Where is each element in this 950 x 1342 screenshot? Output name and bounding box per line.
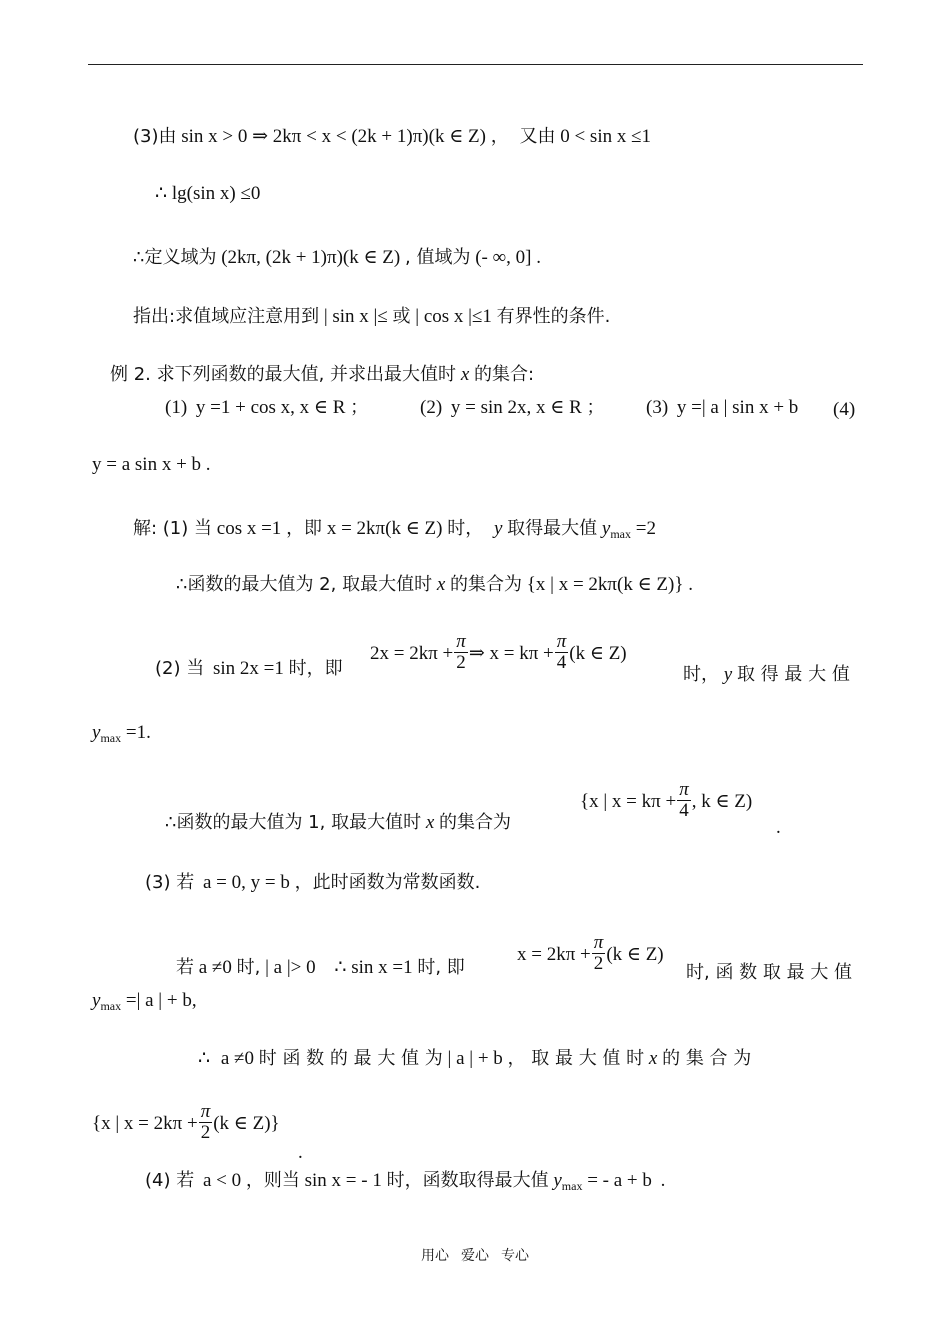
math-expression: y =| a | sin x + b <box>676 397 799 418</box>
solution-3-equation <box>517 932 664 976</box>
solution-set: (k ∈ Z)} <box>213 1112 280 1134</box>
therefore-symbol: ∴ <box>155 183 168 204</box>
item-number: (4) <box>833 399 856 420</box>
therefore-symbol: ∴ <box>334 957 347 978</box>
math-expression: a = 0, y = b <box>202 872 290 893</box>
text: 有界性的条件. <box>496 306 611 327</box>
text: 时，函数取得最大值 <box>386 1170 549 1191</box>
math-expression: =2 <box>635 518 656 539</box>
text: . <box>776 817 781 838</box>
solution-2-set <box>580 779 753 823</box>
fraction-pi-over-4 <box>555 632 569 673</box>
variable-y-max: y <box>601 518 611 539</box>
numerator: π <box>556 631 567 652</box>
math-expression: x = 2kπ + <box>517 943 591 965</box>
solution-2-line <box>155 656 343 682</box>
variable-y-max: y <box>92 722 101 743</box>
header-rule <box>88 64 863 65</box>
math-expression: sin x > 0 ⇒ 2kπ < x < (2k + 1)π)(k ∈ Z) <box>181 126 486 147</box>
math-expression: sin 2x =1 <box>212 658 284 679</box>
math-expression: (k ∈ Z) <box>606 943 664 965</box>
solution-2-max <box>92 720 151 747</box>
line-lg-inequality <box>155 181 260 207</box>
text: 例 2. 求下列函数的最大值, 并求出最大值时 <box>110 364 457 385</box>
math-expression: =1 <box>125 722 147 743</box>
variable-x: x <box>648 1048 658 1069</box>
math-expression: (k ∈ Z) <box>569 642 627 664</box>
solution-set: {x | x = 2kπ(k ∈ Z)} <box>526 574 684 595</box>
text: 时, <box>236 957 261 978</box>
line-domain-condition <box>133 124 651 150</box>
text: ； <box>586 397 605 418</box>
text: . <box>205 454 211 475</box>
variable-x: x <box>460 364 470 385</box>
denominator: 2 <box>456 652 466 673</box>
math-expression: (- ∞, 0] <box>475 247 532 268</box>
math-expression: | cos x |≤1 <box>415 306 492 327</box>
solution-2-tail <box>683 662 850 688</box>
text: (3) 若 <box>145 872 195 893</box>
text: 或 <box>392 306 411 327</box>
text: , 值域为 <box>405 247 471 268</box>
math-expression: | a | + b <box>447 1048 503 1069</box>
solution-set: {x | x = 2kπ + <box>92 1112 198 1134</box>
math-expression: y = a sin x + b <box>92 454 202 475</box>
solution-set: , k ∈ Z) <box>691 790 753 812</box>
example-item-4 <box>92 452 211 478</box>
variable-y: y <box>723 664 733 685</box>
item-number: (3) <box>646 397 669 418</box>
math-expression: sin x =1 <box>351 957 413 978</box>
math-expression: cos x =1 <box>216 518 282 539</box>
text: . <box>298 1142 303 1163</box>
example-item-3 <box>646 395 798 421</box>
solution-3-max <box>92 988 197 1015</box>
item-number: (2) <box>420 397 443 418</box>
math-expression: 0 < sin x ≤1 <box>560 126 652 147</box>
fraction-pi-over-2 <box>592 933 606 974</box>
variable-y-max: y <box>92 990 101 1011</box>
text: 时， <box>683 664 719 685</box>
solution-3-set <box>92 1101 280 1145</box>
example-2-heading <box>110 362 534 388</box>
subscript-max: max <box>100 999 122 1013</box>
line-domain-range <box>133 245 541 271</box>
text: 指出:求值域应注意用到 <box>133 306 320 327</box>
subscript-max: max <box>100 731 122 745</box>
solution-4-line <box>145 1168 665 1195</box>
text: 取得最大值 <box>507 518 598 539</box>
example-item-1 <box>165 395 368 421</box>
period <box>776 815 781 841</box>
text: ，此时函数为常数函数. <box>294 872 481 893</box>
therefore-symbol: ∴ <box>198 1048 211 1069</box>
text: 若 <box>176 957 194 978</box>
solution-2-equation <box>370 631 627 675</box>
example-item-2 <box>420 395 605 421</box>
text: 时 函 数 的 最 大 值 为 <box>258 1048 443 1069</box>
math-expression: =| a | + b <box>125 990 192 1011</box>
footer-text: 用心 <box>421 1248 449 1264</box>
text: ，即 <box>286 518 323 539</box>
period <box>298 1140 303 1166</box>
math-expression: y =1 + cos x, x ∈ R <box>195 397 346 418</box>
fraction-pi-over-2 <box>454 632 468 673</box>
text: ，则当 <box>245 1170 300 1191</box>
solution-set: {x | x = kπ + <box>580 790 677 812</box>
text: , <box>191 990 197 1011</box>
denominator: 2 <box>593 953 604 974</box>
text: . <box>660 1170 666 1191</box>
text: . <box>536 247 541 268</box>
numerator: π <box>679 779 689 800</box>
math-expression: | sin x |≤ <box>323 306 388 327</box>
text: 的 集 合 为 <box>662 1048 752 1069</box>
text: ∴函数的最大值为 1, 取最大值时 <box>165 812 422 833</box>
implies-symbol: ⇒ <box>468 642 485 664</box>
page-footer <box>0 1245 950 1265</box>
solution-1-line <box>133 516 656 543</box>
fraction-pi-over-2 <box>199 1102 213 1143</box>
text: . <box>146 722 151 743</box>
variable-x: x <box>436 574 446 595</box>
math-expression: a < 0 <box>202 1170 242 1191</box>
example-item-4-number <box>833 397 855 423</box>
text: (2) 当 <box>155 658 205 679</box>
text: ∴函数的最大值为 2, 取最大值时 <box>176 574 433 595</box>
text: ， <box>490 126 509 147</box>
solution-3-line <box>145 870 480 896</box>
math-expression: | a |> 0 <box>265 957 316 978</box>
denominator: 4 <box>679 800 689 821</box>
math-expression: y = sin 2x, x ∈ R <box>450 397 582 418</box>
variable-y-max: y <box>553 1170 562 1191</box>
text: ； <box>350 397 369 418</box>
solution-1-conclusion <box>176 572 693 598</box>
solution-3-case <box>176 955 465 981</box>
math-expression: a ≠0 <box>198 957 232 978</box>
math-expression: (2kπ, (2k + 1)π)(k ∈ Z) <box>221 247 401 268</box>
text: (4) 若 <box>145 1170 195 1191</box>
footer-text: 专心 <box>501 1248 529 1264</box>
text: 的集合为 <box>439 812 512 833</box>
solution-3-tail <box>686 960 852 986</box>
item-number: (1) <box>165 397 188 418</box>
numerator: π <box>200 1101 211 1122</box>
text: 的集合: <box>474 364 535 385</box>
numerator: π <box>456 631 466 652</box>
math-expression: sin x = - 1 <box>304 1170 382 1191</box>
text: 时, 即 <box>417 957 465 978</box>
math-expression: x = 2kπ(k ∈ Z) <box>326 518 443 539</box>
text: 解: (1) 当 <box>133 518 213 539</box>
variable-y: y <box>493 518 503 539</box>
numerator: π <box>593 932 604 953</box>
solution-3-conclusion <box>198 1046 751 1072</box>
text: ， 取 最 大 值 时 <box>507 1048 645 1069</box>
text: 又由 <box>519 126 556 147</box>
fraction-pi-over-4 <box>677 780 691 821</box>
math-expression: = - a + b <box>587 1170 652 1191</box>
footer-text: 爱心 <box>461 1248 489 1264</box>
subscript-max: max <box>610 527 631 541</box>
math-expression: x = kπ + <box>489 642 554 664</box>
solution-2-conclusion <box>165 810 511 836</box>
math-expression: lg(sin x) ≤0 <box>171 183 261 204</box>
text: 时, 函 数 取 最 大 值 <box>686 962 853 983</box>
math-expression: a ≠0 <box>220 1048 254 1069</box>
denominator: 4 <box>556 652 567 673</box>
text: (3)由 <box>133 126 177 147</box>
denominator: 2 <box>200 1122 211 1143</box>
text: 时， <box>447 518 484 539</box>
line-note <box>133 304 610 330</box>
text: . <box>688 574 693 595</box>
variable-x: x <box>425 812 435 833</box>
subscript-max: max <box>561 1179 583 1193</box>
text: 时，即 <box>288 658 343 679</box>
text: 的集合为 <box>450 574 523 595</box>
text: 取 得 最 大 值 <box>736 664 850 685</box>
math-expression: 2x = 2kπ + <box>370 642 454 664</box>
text: ∴定义域为 <box>133 247 217 268</box>
